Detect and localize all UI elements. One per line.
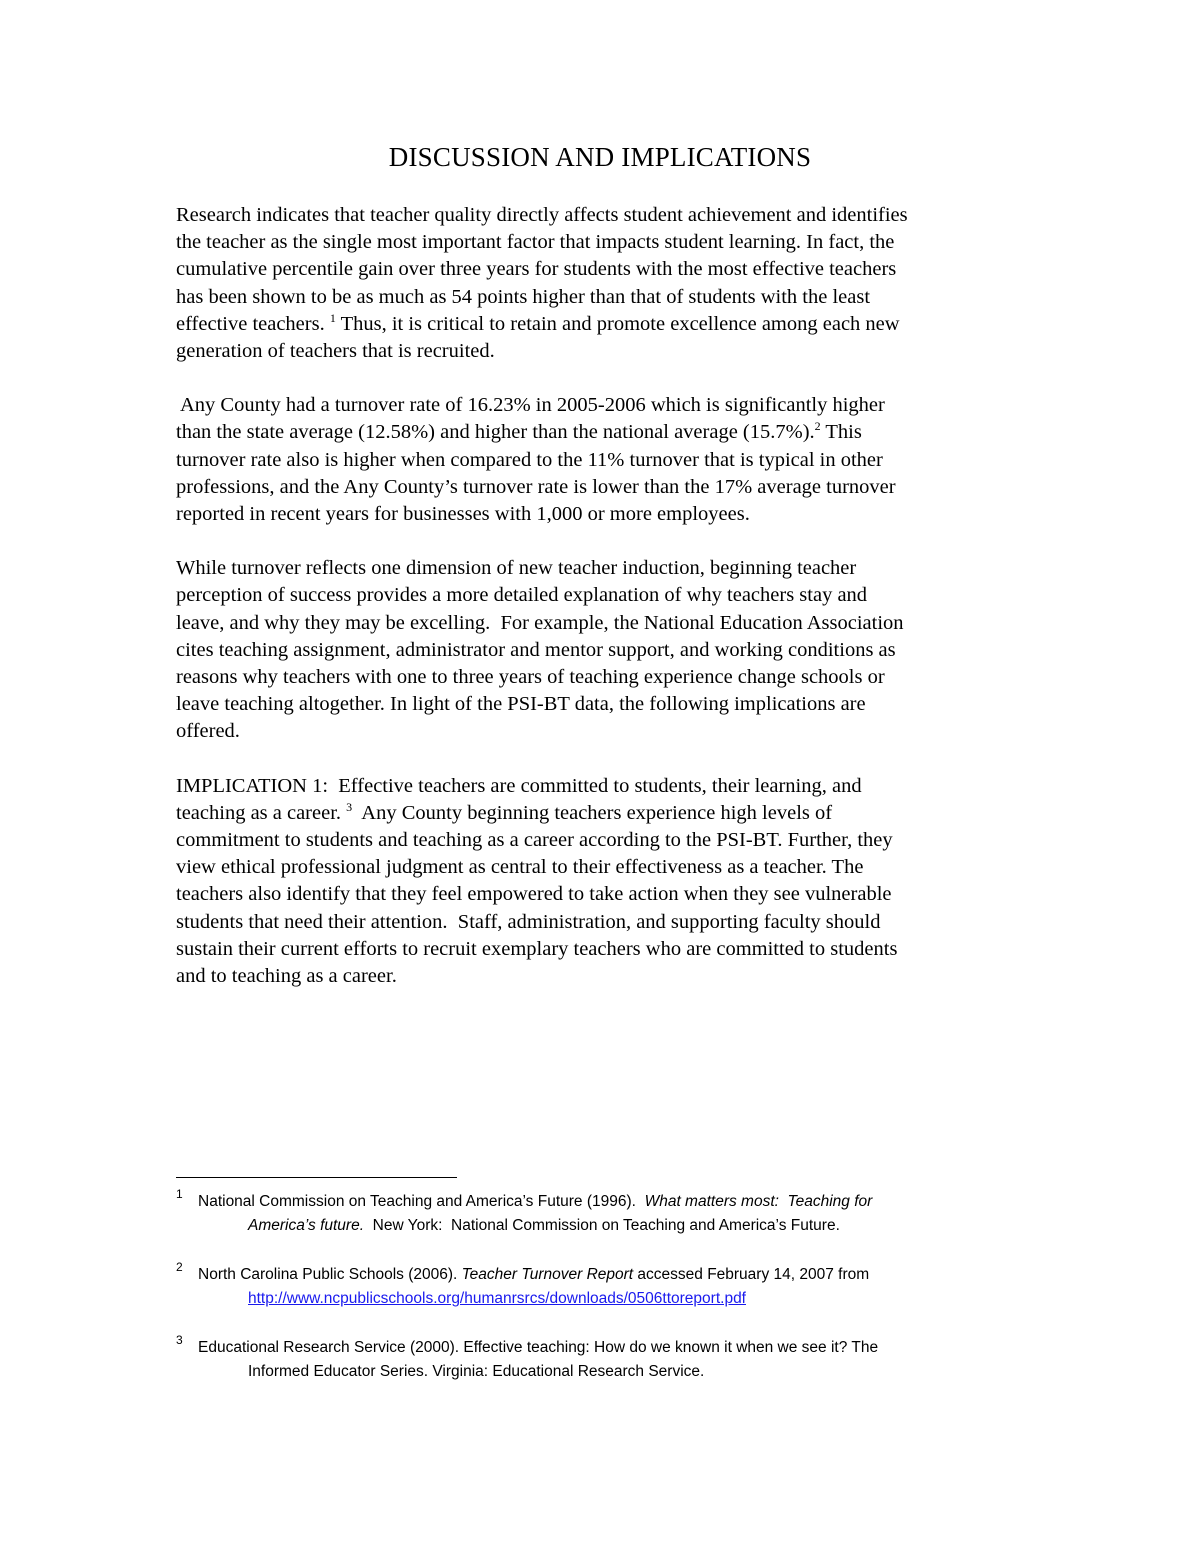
footnotes [176,1187,1036,1409]
report-link[interactable]: http://www.ncpublicschools.org/humanrsrcs/downloads/0506ttoreport.pdf [248,1290,746,1307]
text-line: perception of success provides a more detailed explanation of why teachers stay and [176,584,868,607]
footnote-line: Informed Educator Series. Virginia: Educational Research Service. [248,1363,705,1380]
text-line [176,800,1036,827]
footnote-mark: 3 [176,1333,183,1347]
text-line: IMPLICATION 1: Effective teachers are committed to students, their learning, and [176,774,862,797]
paragraph-3 [176,555,1036,745]
paragraph-implication-1 [176,773,1036,991]
text-segment: This [820,421,862,444]
text-line: leave, and why they may be excelling. For example, the National Education Association [176,611,904,634]
text-line: commitment to students and teaching as a career according to the PSI-BT. Further, they [176,829,893,852]
text-line [176,311,1036,338]
text-line: Research indicates that teacher quality directly affects student achievement and identifies [176,204,908,226]
footnote-ref-2: 2 [814,419,821,434]
text-segment: National Commission on Teaching and America’s Future (1996). [198,1193,645,1210]
text-line: cumulative percentile gain over three years for students with the most effective teachers [176,258,897,281]
paragraph-2 [176,392,1036,528]
footnote-mark: 1 [176,1187,183,1201]
text-line: cites teaching assignment, administrator and mentor support, and working conditions as [176,638,896,661]
text-line: offered. [176,720,240,743]
text-line: reasons why teachers with one to three years of teaching experience change schools or [176,666,885,689]
footnote-1 [176,1187,1036,1238]
text-line: turnover rate also is higher when compared to the 11% turnover that is typical in other [176,448,883,471]
text-segment: accessed February 14, 2007 from [633,1266,870,1283]
footnote-line [198,1263,1036,1287]
text-line [176,419,1036,446]
document-body [176,202,1036,1017]
text-line: professions, and the Any County’s turnover rate is lower than the 17% average turnover [176,475,896,498]
text-segment: Any County beginning teachers experience high levels of [352,801,833,824]
footnote-mark: 2 [176,1260,183,1274]
text-line: teachers also identify that they feel empowered to take action when they see vulnerable [176,883,892,906]
text-line: While turnover reflects one dimension of new teacher induction, beginning teacher [176,557,857,580]
footnote-line [198,1214,1036,1238]
footnote-3 [176,1333,1036,1384]
text-line: view ethical professional judgment as central to their effectiveness as a teacher. The [176,856,864,879]
footnote-ref-3: 3 [346,799,353,814]
italic-title: Teacher Turnover Report [461,1266,634,1283]
text-segment: teaching as a career. [176,801,342,824]
footnote-line: Educational Research Service (2000). Effective teaching: How do we known it when we see it? The [198,1339,879,1356]
text-line: has been shown to be as much as 54 points higher than that of students with the least [176,285,871,308]
footnote-line [198,1190,1036,1214]
text-segment: North Carolina Public Schools (2006). [198,1266,462,1283]
text-line: sustain their current efforts to recruit exemplary teachers who are committed to students [176,937,898,960]
text-segment: Thus, it is critical to retain and promote excellence among each new [335,312,900,335]
paragraph-1 [176,202,1036,365]
page-title: DISCUSSION AND IMPLICATIONS [388,142,812,172]
text-segment: effective teachers. [176,312,325,335]
footnote-ref-1: 1 [329,310,336,325]
text-line: students that need their attention. Staff, administration, and supporting faculty should [176,910,881,933]
footnote-separator [176,1177,457,1178]
text-line: Any County had a turnover rate of 16.23% in 2005-2006 which is significantly higher [176,394,885,417]
text-line: reported in recent years for businesses with 1,000 or more employees. [176,503,750,526]
footnote-line [198,1287,1036,1311]
text-line: and to teaching as a career. [176,965,397,988]
italic-title: What matters most: Teaching for [644,1193,873,1210]
text-line: leave teaching altogether. In light of the PSI-BT data, the following implications are [176,693,866,716]
text-segment: New York: National Commission on Teaching and America’s Future. [364,1217,840,1234]
text-line: the teacher as the single most important factor that impacts student learning. In fact, the [176,231,895,254]
footnote-2 [176,1260,1036,1311]
text-segment: than the state average (12.58%) and higher than the national average (15.7%). [176,421,815,444]
text-line: generation of teachers that is recruited. [176,340,495,363]
italic-title: America’s future. [248,1217,365,1234]
